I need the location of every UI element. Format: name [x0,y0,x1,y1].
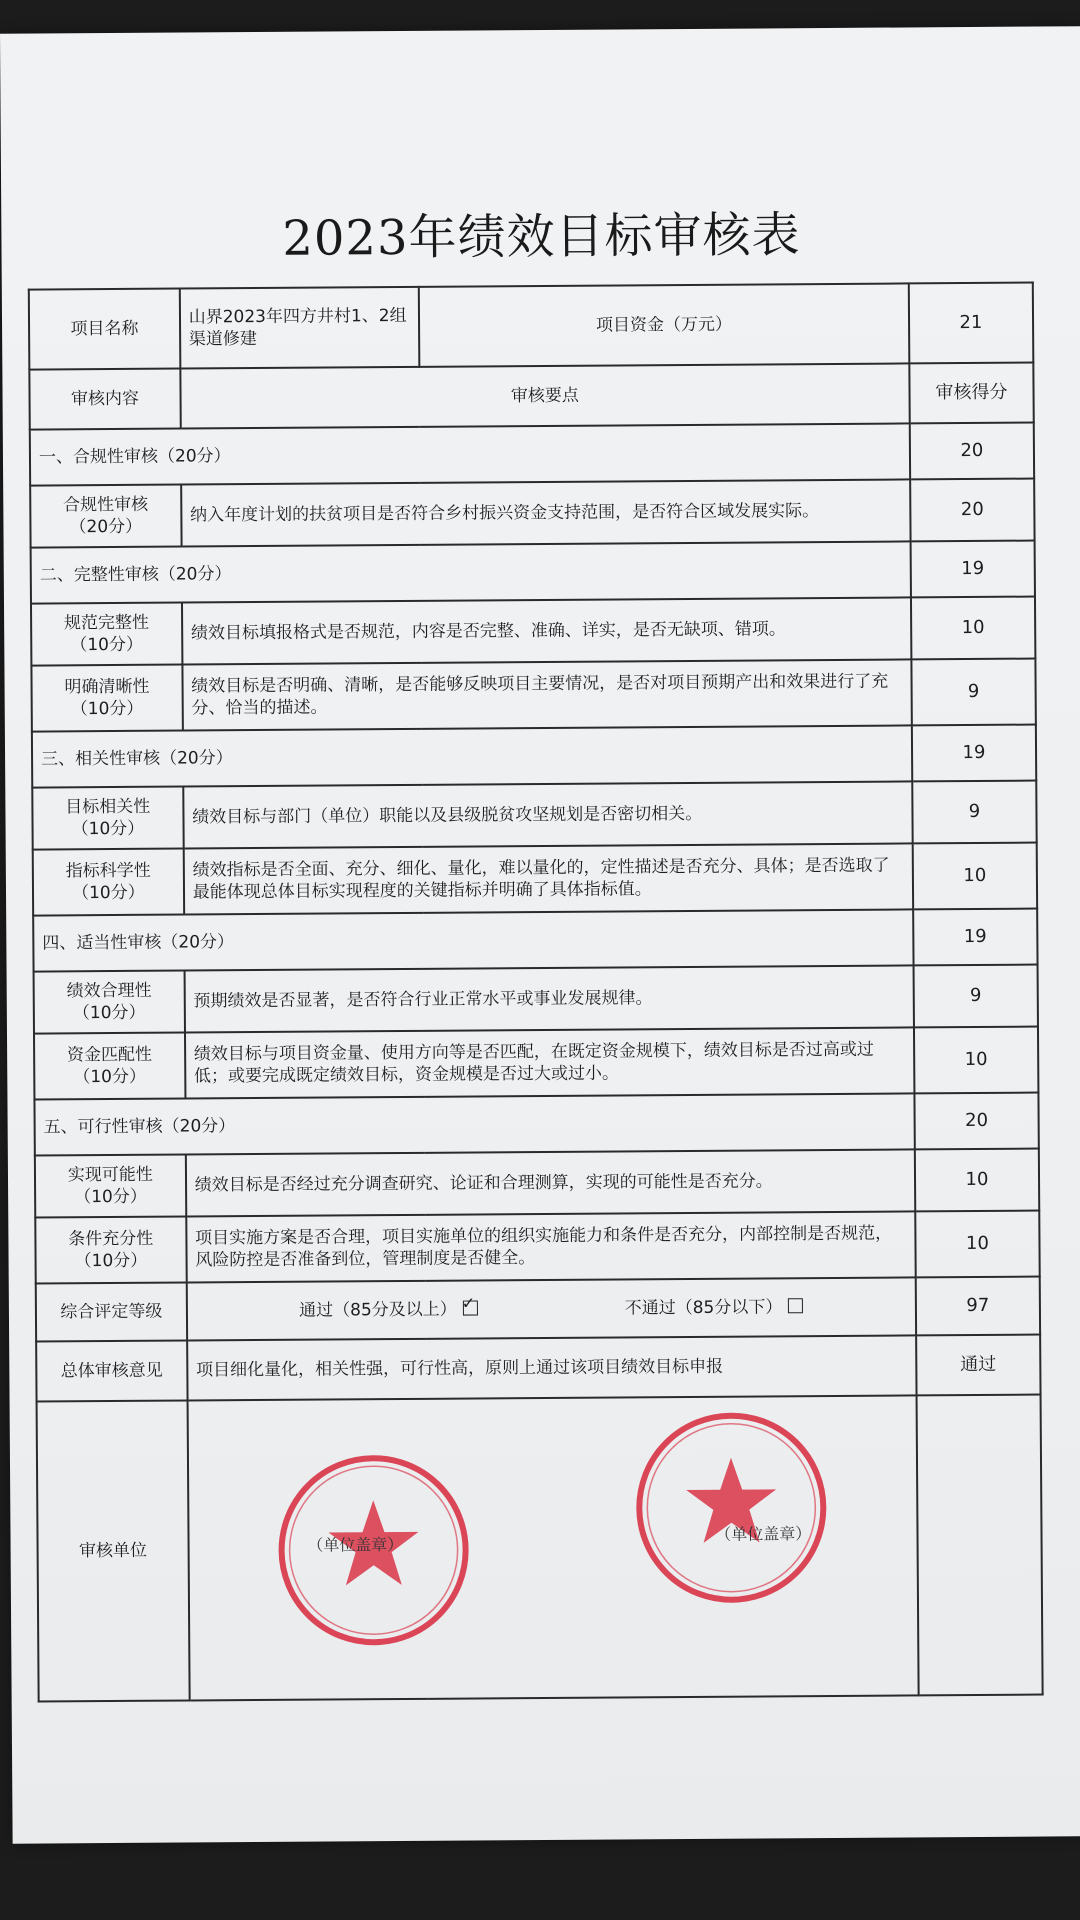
section-title: 二、完整性审核（20分） [31,541,911,603]
seal-caption-1: （单位盖章） [307,1534,404,1555]
item-name: 指标科学性 [65,860,151,881]
item-name: 资金匹配性 [66,1044,153,1065]
item-weight: （10分） [71,818,145,840]
item-score: 10 [913,843,1038,910]
content-header: 审核内容 [29,369,180,430]
opinion-label: 总体审核意见 [36,1340,187,1401]
item-weight: （20分） [69,516,143,538]
seal-area [187,1395,918,1700]
item-label [34,1033,185,1100]
item-label [34,971,185,1034]
opinion-result: 通过 [916,1335,1041,1396]
document-title: 2023年绩效目标审核表 [282,207,801,267]
section-score: 19 [913,909,1038,966]
section-row [30,423,1034,486]
grade-pass-text: 通过（85分及以上） [299,1299,457,1321]
unit-label: 审核单位 [37,1400,190,1701]
item-text: 预期绩效是否显著，是否符合行业正常水平或事业发展规律。 [184,965,914,1032]
review-table [28,282,1044,1703]
item-score: 9 [911,659,1036,726]
item-score: 20 [910,479,1035,542]
item-label [32,787,183,850]
item-text: 绩效指标是否全面、充分、细化、量化，难以量化的，定性描述是否充分、具体；是否选取了最能体现总体目标实现程度的关键指标并明确了具体指标值。 [183,843,913,914]
item-label [30,485,181,548]
item-name: 明确清晰性 [64,676,150,697]
item-name: 合规性审核 [63,494,149,515]
pass-checkbox[interactable] [461,1293,478,1315]
item-name: 条件充分性 [68,1228,154,1249]
item-score: 9 [912,781,1037,844]
section-row [32,725,1036,788]
item-text: 绩效目标与项目资金量、使用方向等是否匹配，在既定资金规模下，绩效目标是否过高或过低；或要完成既定绩效目标，资金规模是否过大或过小。 [185,1027,915,1098]
unit-row [37,1395,1043,1702]
item-score: 9 [913,965,1038,1028]
grade-pass-option [299,1293,478,1322]
item-score: 10 [911,597,1036,660]
project-name-value: 山界2023年四方井村1、2组渠道修建 [179,287,419,369]
grade-score: 97 [916,1277,1041,1336]
opinion-row [36,1335,1040,1402]
item-weight: （10分） [74,1186,147,1208]
section-title: 四、适当性审核（20分） [33,909,913,971]
item-name: 绩效合理性 [66,980,152,1001]
item-weight: （10分） [73,1066,147,1088]
item-name: 实现可能性 [67,1164,153,1185]
item-row [35,1211,1039,1284]
project-row [29,283,1034,370]
item-label [31,603,182,666]
paper-sheet [0,26,1080,1843]
item-row [34,965,1038,1034]
item-row [35,1149,1039,1218]
item-weight: （10分） [70,634,144,656]
item-name: 目标相关性 [65,796,151,817]
item-text: 项目实施方案是否合理，项目实施单位的组织实施能力和条件是否充分，内部控制是否规范，风险防控是否准备到位，管理制度是否健全。 [186,1211,916,1282]
item-label [31,665,182,732]
item-row [31,597,1035,666]
ethnic-affairs-seal [630,1407,831,1615]
item-label [35,1217,186,1284]
points-header: 审核要点 [180,363,910,428]
header-row [29,363,1033,430]
section-score: 19 [910,541,1035,598]
project-fund-label: 项目资金（万元） [419,283,909,366]
section-score: 19 [912,725,1037,782]
grade-options-wrap [196,1295,907,1322]
item-text: 绩效目标与部门（单位）职能以及县级脱贫攻坚规划是否密切相关。 [183,781,913,848]
item-row [30,479,1034,548]
section-title: 五、可行性审核（20分） [34,1093,914,1155]
grade-fail-option [625,1296,804,1320]
opinion-text: 项目细化量化，相关性强，可行性高，原则上通过该项目绩效目标申报 [187,1335,917,1400]
grade-options [186,1277,916,1340]
grade-fail-text: 不通过（85分以下） [624,1297,783,1319]
section-row [33,909,1037,972]
item-weight: （10分） [70,698,144,720]
item-score: 10 [914,1027,1039,1094]
item-score: 10 [915,1211,1040,1278]
section-row [31,541,1035,604]
section-title: 三、相关性审核（20分） [32,725,912,787]
grade-label: 综合评定等级 [36,1282,187,1341]
fail-checkbox[interactable] [788,1298,803,1313]
item-weight: （10分） [71,882,145,904]
section-score: 20 [910,423,1035,480]
item-row [32,781,1036,850]
section-score: 20 [914,1093,1039,1150]
item-text: 绩效目标是否明确、清晰，是否能够反映项目主要情况，是否对项目预期产出和效果进行了充分、恰当的描述。 [182,659,912,730]
grade-row [36,1277,1040,1342]
item-text: 绩效目标填报格式是否规范，内容是否完整、准确、详实，是否无缺项、错项。 [182,597,912,664]
item-weight: （10分） [74,1250,148,1272]
check-mark-icon: ✓ [461,1293,476,1313]
project-fund-value: 21 [909,283,1034,364]
unit-score-blank [916,1395,1042,1696]
item-label [33,849,184,916]
item-label [35,1155,186,1218]
project-name-label: 项目名称 [29,289,180,370]
item-score: 10 [915,1149,1040,1212]
section-row [34,1093,1038,1156]
seal-caption-2: （单位盖章） [715,1524,812,1544]
item-weight: （10分） [72,1002,146,1024]
item-row [31,659,1035,732]
item-name: 规范完整性 [63,612,150,633]
item-row [34,1027,1038,1100]
score-header: 审核得分 [909,363,1034,424]
section-title: 一、合规性审核（20分） [30,423,910,485]
item-row [33,843,1037,916]
item-text: 绩效目标是否经过充分调查研究、论证和合理测算，实现的可能性是否充分。 [186,1149,916,1216]
item-text: 纳入年度计划的扶贫项目是否符合乡村振兴资金支持范围，是否符合区域发展实际。 [181,479,911,546]
